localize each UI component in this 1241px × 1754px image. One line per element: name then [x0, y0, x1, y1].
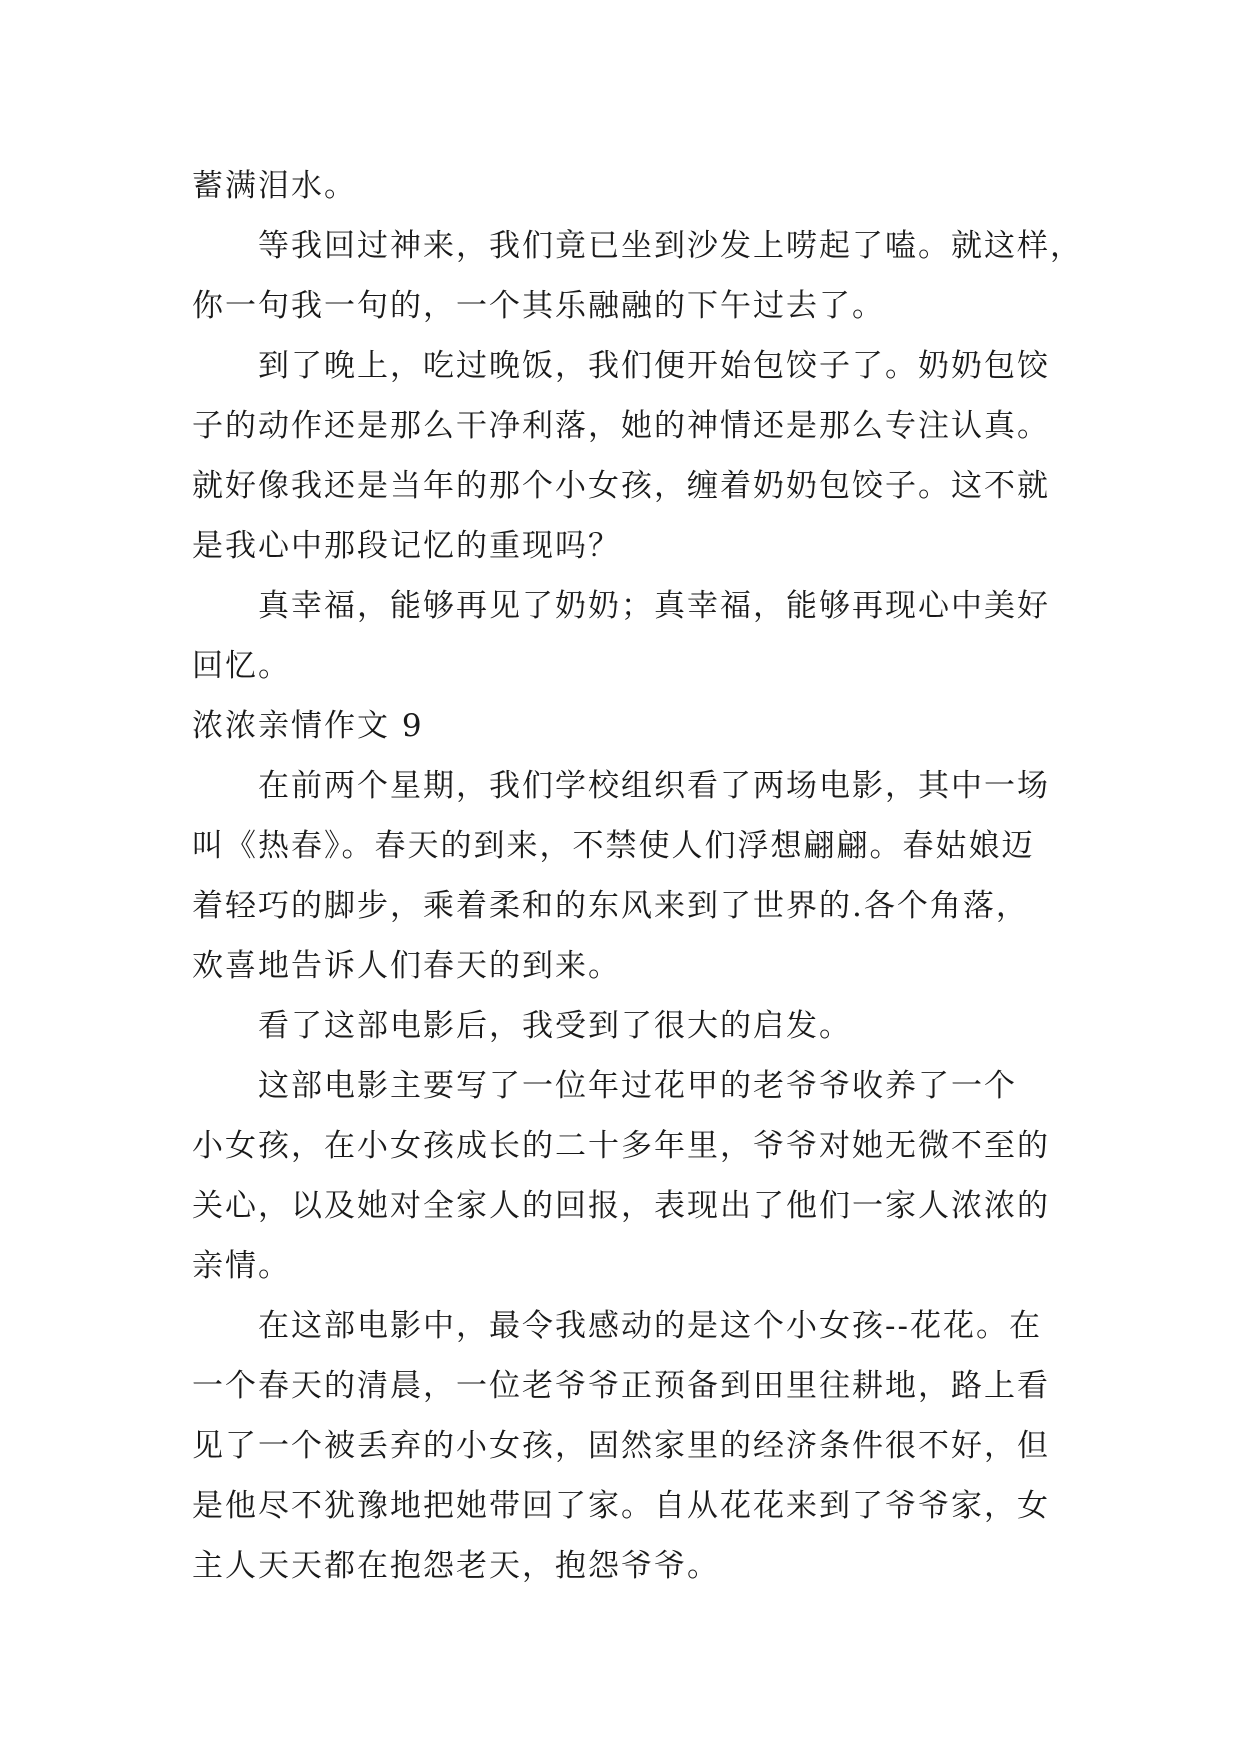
text-line: 在前两个星期，我们学校组织看了两场电影，其中一场: [258, 768, 1050, 804]
text-line: 小女孩，在小女孩成长的二十多年里，爷爷对她无微不至的: [192, 1128, 1050, 1164]
text-line: 亲情。: [192, 1248, 291, 1284]
text-line: 蓄满泪水。: [192, 168, 357, 204]
text-line: 看了这部电影后，我受到了很大的启发。: [258, 1008, 852, 1044]
text-line: 等我回过神来，我们竟已坐到沙发上唠起了嗑。就这样，: [258, 228, 1083, 264]
text-line: 是我心中那段记忆的重现吗？: [192, 528, 621, 564]
document-body: [192, 156, 1083, 1596]
text-line: 到了晚上，吃过晚饭，我们便开始包饺子了。奶奶包饺: [258, 348, 1050, 384]
text-line: 见了一个被丢弃的小女孩，固然家里的经济条件很不好，但: [192, 1428, 1050, 1464]
text-line: 一个春天的清晨，一位老爷爷正预备到田里往耕地，路上看: [192, 1368, 1050, 1404]
section-title: 浓浓亲情作文 9: [192, 708, 424, 744]
text-line: 叫《热春》。春天的到来，不禁使人们浮想翩翩。春姑娘迈: [192, 828, 1035, 864]
text-line: 欢喜地告诉人们春天的到来。: [192, 948, 621, 984]
text-line: 子的动作还是那么干净利落，她的神情还是那么专注认真。: [192, 408, 1050, 444]
text-line: 是他尽不犹豫地把她带回了家。自从花花来到了爷爷家，女: [192, 1488, 1050, 1524]
text-line: 就好像我还是当年的那个小女孩，缠着奶奶包饺子。这不就: [192, 468, 1050, 504]
text-line: 关心，以及她对全家人的回报，表现出了他们一家人浓浓的: [192, 1188, 1050, 1224]
text-line: 你一句我一句的，一个其乐融融的下午过去了。: [192, 288, 885, 324]
text-line: 在这部电影中，最令我感动的是这个小女孩--花花。在: [258, 1308, 1042, 1344]
text-line: 回忆。: [192, 648, 291, 684]
text-line: 着轻巧的脚步，乘着柔和的东风来到了世界的.各个角落，: [192, 888, 1029, 924]
text-line: 这部电影主要写了一位年过花甲的老爷爷收养了一个: [258, 1068, 1017, 1104]
text-line: 主人天天都在抱怨老天，抱怨爷爷。: [192, 1548, 720, 1584]
text-line: 真幸福，能够再见了奶奶；真幸福，能够再现心中美好: [258, 588, 1050, 624]
